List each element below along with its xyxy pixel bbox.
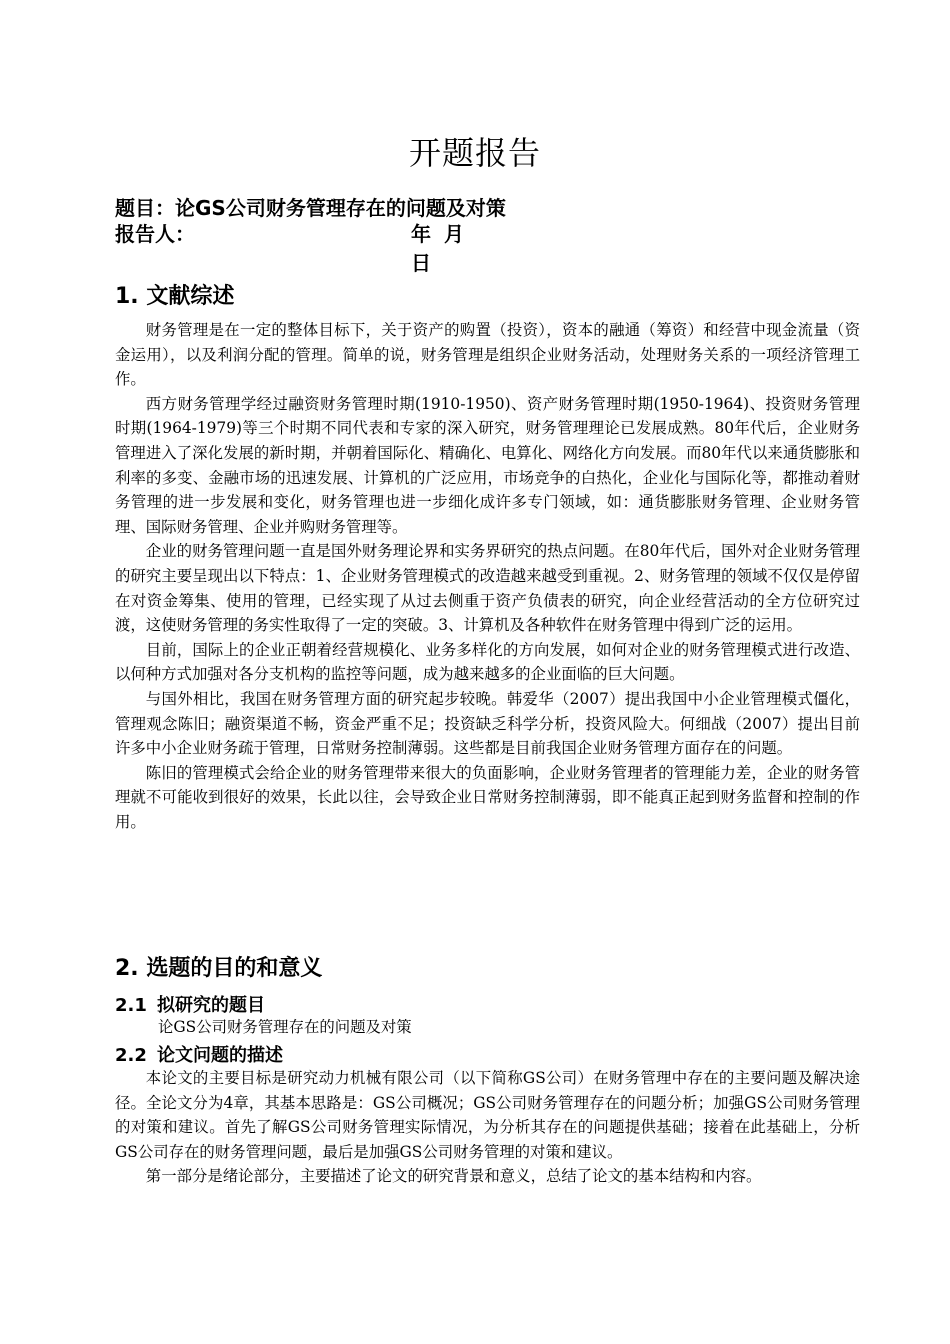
section1-heading: 1. 文献综述 bbox=[115, 284, 235, 309]
subsection-2-1-heading bbox=[115, 991, 265, 1017]
research-topic-text: 论GS公司财务管理存在的问题及对策 bbox=[158, 1018, 412, 1036]
reporter-line bbox=[115, 218, 495, 275]
paragraph: 财务管理是在一定的整体目标下，关于资产的购置（投资），资本的融通（筹资）和经营中现金流量（资金运用），以及利润分配的管理。简单的说，财务管理是组织企业财务活动，处理财务关系的一项经济管理工作。 bbox=[115, 321, 860, 389]
section2-heading: 2. 选题的目的和意义 bbox=[115, 956, 323, 981]
paragraph: 西方财务管理学经过融资财务管理时期(1910-1950)、资产财务管理时期(1950-1964)、投资财务管理时期(1964-1979)等三个时期不同代表和专家的深入研究，财务管理理论已发展成熟。80年代后，企业财务管理进入了深化发展的新时期，并朝着国际化、精确化、电算化、网络化方向发展。而80年代以来通货膨胀和利率的多变、金融市场的迅速发展、计算机的广泛应用，市场竞争的白热化，企业化与国际化等，都推动着财务管理的进一步发展和变化，财务管理也进一步细化成许多专门领域，如：通货膨胀财务管理、企业财务管理、国际财务管理、企业并购财务管理等。 bbox=[115, 394, 860, 536]
subsection-title: 拟研究的题目 bbox=[157, 995, 265, 1016]
paragraph: 与国外相比，我国在财务管理方面的研究起步较晚。韩爱华（2007）提出我国中小企业管理模式僵化，管理观念陈旧；融资渠道不畅，资金严重不足；投资缺乏科学分析，投资风险大。何细战（2007）提出目前许多中小企业财务疏于管理，日常财务控制薄弱。这些都是目前我国企业财务管理方面存在的问题。 bbox=[115, 689, 860, 758]
date-label: 年 月 日 bbox=[411, 222, 467, 275]
paragraph: 本论文的主要目标是研究动力机械有限公司（以下简称GS公司）在财务管理中存在的主要问题及解决途径。全论文分为4章，其基本思路是：GS公司概况；GS公司财务管理存在的问题分析；加强GS公司财务管理的对策和建议。首先了解GS公司财务管理实际情况，为分析其存在的问题提供基础；接着在此基础上，分析GS公司存在的财务管理问题，最后是加强GS公司财务管理的对策和建议。 bbox=[115, 1069, 860, 1161]
document-title: 开题报告 bbox=[408, 134, 541, 172]
subsection-number: 2.1 bbox=[115, 995, 147, 1016]
subsection-title: 论文问题的描述 bbox=[157, 1045, 283, 1066]
paragraph: 目前，国际上的企业正朝着经营规模化、业务多样化的方向发展，如何对企业的财务管理模式进行改造、以何种方式加强对各分支机构的监控等问题，成为越来越多的企业面临的巨大问题。 bbox=[115, 640, 860, 684]
paragraph: 企业的财务管理问题一直是国外财务理论界和实务界研究的热点问题。在80年代后，国外对企业财务管理的研究主要呈现出以下特点：1、企业财务管理模式的改造越来越受到重视。2、财务管理的领域不仅仅是停留在对资金筹集、使用的管理，已经实现了从过去侧重于资产负债表的研究，向企业经营活动的全方位研究过渡，这使财务管理的务实性取得了一定的突破。3、计算机及各种软件在财务管理中得到广泛的运用。 bbox=[115, 542, 860, 635]
topic-line: 题目：论GS公司财务管理存在的问题及对策 bbox=[115, 196, 506, 220]
paragraph: 陈旧的管理模式会给企业的财务管理带来很大的负面影响，企业财务管理者的管理能力差，企业的财务管理就不可能收到很好的效果，长此以往，会导致企业日常财务控制薄弱，即不能真正起到财务监督和控制的作用。 bbox=[115, 763, 860, 831]
subsection-2-2-heading bbox=[115, 1041, 283, 1067]
subsection-number: 2.2 bbox=[115, 1045, 147, 1066]
paragraph: 第一部分是绪论部分，主要描述了论文的研究背景和意义，总结了论文的基本结构和内容。 bbox=[145, 1167, 762, 1186]
section2-2-body bbox=[115, 1066, 860, 1189]
section1-body bbox=[115, 318, 860, 834]
reporter-label: 报告人： bbox=[115, 222, 195, 246]
